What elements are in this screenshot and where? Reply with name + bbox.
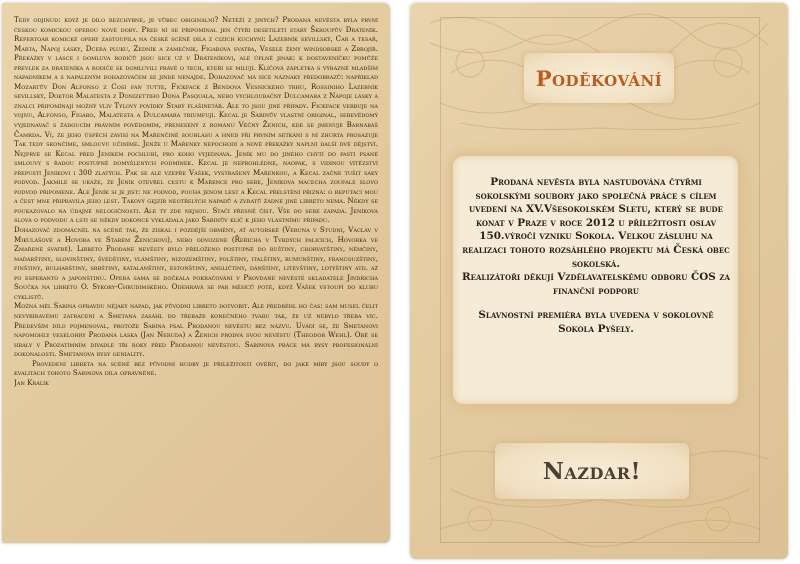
left-paragraph-3: Možná měl Sabina opravdu nějaký nápad, jak původní libreto dotvořit. Ale předběhl ho čas: sám musel čelit nevybíravému zatracení a Smetana zasáhl do třebaže konečného tvaru tak, že už nebylo třeba víc. Především dílo pojmenoval, protože Sabina psal Prodanou nevěstu bez názvu. Uvádí se, že Smetanovi napomohly veselohry Prodaná láska (Jan Neruda) a Ženich prodvá svou nevěstu (Theodor Wehl). Obě se hrály v Prozatímním divadle tři roky před Prodanou nevěstou. Sabinova práce má rysy profesionální dokonalosti. Smetanova rysy geniality.	[14, 301, 378, 359]
acknowledgement-text	[461, 176, 731, 337]
right-page	[410, 3, 788, 559]
left-paragraph-4: Provedení libreta na scéně bez původní hudby je příležitostí ověřit, do jaké míry jsou soudy o kvalitách tohoto Sabinova díla oprávněné.	[14, 358, 378, 378]
title-panel	[524, 53, 674, 103]
acknowledgement-paragraph-2: Realizátoři děkují Vzdělavatelskému odboru ČOS za finanční podporu	[462, 271, 730, 297]
acknowledgement-paragraph-3: Slavnostní premiéra byla uvedena v sokolovně Sokola Pyšely.	[478, 309, 714, 335]
left-page-text	[14, 15, 378, 535]
page-title: Poděkování	[535, 65, 663, 91]
author-signature: Jan Králík	[14, 377, 49, 387]
acknowledgement-paragraph-1: Prodaná nevěsta byla nastudována čtyřmi sokolskými soubory jako společná práce s cílem uvedení na XV.Všesokolském Sletu, který se bude konat v Praze v roce 2012 u příležitosti oslav 150.výročí vzniku Sokola. Velkou zásluhu na realizaci tohoto rozsáhlého projektu má Česká obec sokolská.	[462, 176, 730, 270]
acknowledgement-panel	[453, 156, 738, 404]
closing-greeting: Nazdar!	[542, 457, 642, 485]
closing-panel	[495, 443, 689, 499]
left-paragraph-2: Dohazovač zdomácněl na scéně tak, že získal i pozdější obměny, ať autorské (Veruna v Studni, Václav v Mikulášově a Hovora ve Starém Ženichovi), nebo odvozené (Řeřicha v Tvrdých palicích, Hovorka ve Zmařené svatbě). Libreto Prodané nevěsty bylo přeloženo postupně do ruštiny, chorvatštiny, němčiny, maďarštiny, slovinštiny, švédštiny, vlámštiny, nizozemštiny, polštiny, italštiny, rumunštiny, francouzštiny, finštiny, bulharštiny, srbštiny, katalánštiny, estonštiny, angličtiny, dánštiny, litevštiny, lotyštiny atd. až po esperanto a japonštinu. Opera sama se dočkala pokračování v Provdané nevěstě skladatele Jindřicha Součka na libreto O. Sýkory-Chrudimského. Odehrává se pár měsíců poté, když Vašek vstoupí do klubu cyklistů.	[14, 225, 378, 301]
left-page	[2, 3, 390, 543]
left-paragraph-1: Tedy odjinud: když je dílo bezchybné, je vůbec originální? Netěží z jiných? Prodaná nevěsta byla první českou komickou operou nové doby. Před ní se připomínal jen čtyři desetiletí starý Škroupův Dráteník. Repertoár komické opery zastoupila na české scéně díla z cizích kuchyní: Lazebník sevillský, Car a tesař, Marta, Nápoj lásky, Dcera pluku, Zedník a zámečník, Figarova svatba, Veselé ženy windsorské a Zbrojíř. Překážky v lásce i domluva rodičů jsou sice už v Dráteníkovi, ale úplně jinak: k dostaveníčku pomůže převlek za dráteníka a rodiče se domluvili právě o tech, kteří se milují. Klíčová zápletka s výrazně mladším nápadníkem a s napáleným dohazovačem se jinde nenajde. Dohazovač má sice náznaky předobrazů: například Mozartův Don Alfonso z Così fan tutte, Fickfack z Bendova Vesnického trhu, Rossiniho Lazebník sevillský, Doktor Malatesta z Donizettiho Dona Pasquala, nebo vychloubačný Dulcamara z Nápoje lásky a znalci připomínají možný vliv Tylovy povídky Starý flašinetář. Ale to jsou jiné případy. Fickfack verbuje na vojnu, Alfonso, Figaro, Malatesta a Dulcamara triumfují. Kecal je Sabinův vlastní originál, sebevědomý vyjednavač s žádoucím právním povědomím, přenesený z románu Věčný Ženich, kde se jmenuje Barnabáš Čamrda. Ví, že jeho úspěch závisí na Mařenčině souhlasu a hned při prvním setkání s ní zhurta prosazuje Tak tedy skončíme, smlouvu učiníme. Jenže u Mařenky nepochodí a nové překážky naplní další dvě dějství. Nejprve se Kecal před Jeníkem pochlubí, pro koho vyjednává. Jeník mu do jiného chytí do pasti psané smlouvy s řadou postupně domyšlených podmínek. Kecal je neprohlédne, naopak, s vidinou vítězství přepustí Jeníkovi i 300 zlatých. Pak se ale vzepře Vašek, vystrašený Mařenkou, a Kecal začne tušit sáky podvod. Jakmile se ukáže, že Jeník otevřel cestu k Mařence pro sebe, Jeníkova macecha zoufale slovo podvod připomene. Ale Jeník si je jist: ne podvod, pouhá jenom lest a Kecal přelstění přizná: o reputaci mou a čest mne připravila jeho lest. Takový gejzír neotřelých nápadů a zvratů žádné jiné libreto nemá. Někdy se poukazovalo na údajné nelogičnosti. Ale ty zde nejsou. Stačí přesně číst. Vše do sebe zapadá. Jeníkova slova o podvodu a lsti se někdy dokonce vykládala jako Sabinův klíč k jeho vlastnímu případu.	[14, 15, 378, 225]
